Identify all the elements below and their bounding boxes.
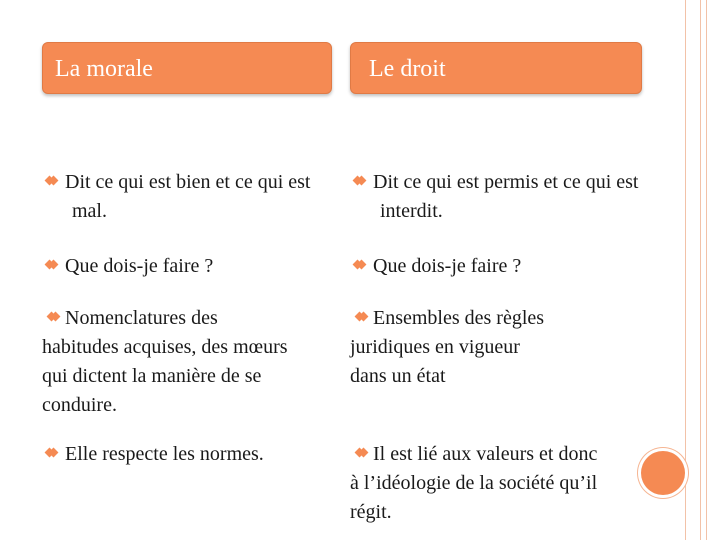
bullet-icon [356,449,367,459]
bullet-icon [48,313,59,323]
column-morale [42,42,332,465]
list-item-text: Nomenclatures des habitudes acquises, des mœurs qui dictent la manière de se conduire. [42,307,288,416]
list-item [350,304,550,391]
bullet-icon [46,261,57,271]
header-droit: Le droit [350,42,642,94]
bullet-icon [46,177,57,187]
decorative-circle [641,451,685,495]
list-item [350,168,656,226]
list-item [42,440,372,469]
list-item [350,252,680,281]
decorative-border-line [700,0,701,540]
list-item-text: Que dois-je faire ? [65,255,214,277]
list-item-text: Que dois-je faire ? [373,255,522,277]
column-droit [350,42,640,523]
list-item-text: Dit ce qui est permis et ce qui est interdit. [373,171,639,222]
list-item [42,168,334,226]
bullet-icon [354,177,365,187]
decorative-border-line [706,0,707,540]
bullet-icon [356,313,367,323]
list-item-text: Dit ce qui est bien et ce qui est mal. [65,171,311,222]
header-morale: La morale [42,42,332,94]
bullet-icon [46,449,57,459]
list-item-text: Elle respecte les normes. [65,443,264,465]
bullet-icon [354,261,365,271]
list-item [42,304,290,420]
list-item [350,440,600,527]
list-item-text: Ensembles des règles juridiques en vigueur dans un état [350,307,545,387]
decorative-border-line [685,0,686,540]
list-item [42,252,372,281]
list-item-text: Il est lié aux valeurs et donc à l’idéologie de la société qu’il régit. [350,443,598,523]
